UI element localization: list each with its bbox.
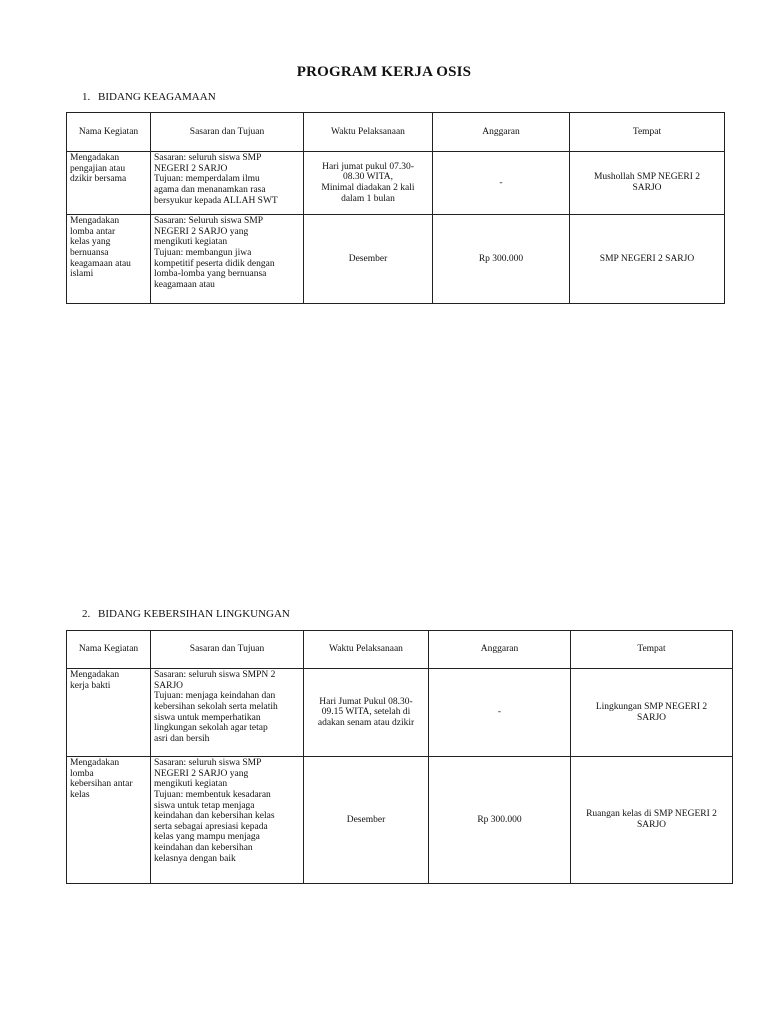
text-line: Sasaran: Seluruh siswa SMP: [154, 216, 263, 226]
cell-sasaran: [151, 152, 304, 215]
text-line: Desember: [348, 253, 388, 264]
text-line: bersyukur kepada ALLAH SWT: [154, 195, 278, 206]
text-line: Mengadakan: [70, 758, 120, 768]
table-header-row: [67, 631, 733, 669]
cell-tempat: [571, 757, 733, 884]
cell-anggaran: Rp 300.000: [429, 757, 571, 884]
text-line: Ruangan kelas di SMP NEGERI 2: [586, 809, 717, 820]
section-1-title: BIDANG KEAGAMAAN: [98, 91, 216, 103]
cell-waktu: [304, 215, 433, 304]
cell-anggaran: -: [433, 152, 570, 215]
text-line: agama dan menanamkan rasa: [154, 184, 266, 195]
text-line: lingkungan sekolah agar tetap: [154, 723, 268, 734]
text-line: Mengadakan: [70, 216, 120, 226]
text-line: SARJO: [636, 712, 667, 723]
cell-tempat: [571, 669, 733, 757]
section-1-table: [66, 112, 725, 304]
text-line: kelasnya dengan baik: [154, 853, 236, 864]
text-line: dalam 1 bulan: [341, 193, 395, 204]
text-line: NEGERI 2 SARJO: [154, 163, 228, 174]
text-line: kebersihan antar: [70, 779, 133, 790]
cell-sasaran: [151, 669, 304, 757]
section-1-heading: [82, 91, 216, 103]
cell-kegiatan: [67, 152, 151, 215]
text-line: lomba antar: [70, 226, 116, 237]
text-line: SARJO: [632, 183, 662, 193]
text-line: SMP NEGERI 2 SARJO: [599, 253, 695, 264]
text-line: mengikuti kegiatan: [154, 237, 228, 248]
table-row: [67, 757, 733, 884]
text-line: pengajian atau: [70, 163, 126, 174]
header-nama-kegiatan: Nama Kegiatan: [67, 113, 151, 152]
header-anggaran: Anggaran: [429, 631, 571, 669]
text-line: islami: [70, 269, 94, 280]
text-line: bernuansa: [70, 247, 109, 258]
text-line: Hari Jumat Pukul 08.30-: [319, 696, 413, 707]
text-line: Sasaran: seluruh siswa SMPN 2: [154, 670, 276, 680]
text-line: keagamaan atau: [70, 258, 131, 269]
text-line: Tujuan: memperdalam ilmu: [154, 174, 260, 185]
text-line: asri dan bersih: [154, 733, 210, 744]
cell-anggaran: -: [429, 669, 571, 757]
cell-waktu: [304, 152, 433, 215]
table-header-row: [67, 113, 725, 152]
text-line: SARJO: [154, 680, 184, 691]
text-line: NEGERI 2 SARJO yang: [154, 226, 249, 237]
text-line: kelas yang: [70, 237, 111, 248]
header-sasaran-tujuan: Sasaran dan Tujuan: [151, 631, 304, 669]
text-line: 08.30 WITA,: [343, 172, 393, 183]
text-line: SARJO: [636, 820, 667, 830]
header-waktu-pelaksanaan: Waktu Pelaksanaan: [304, 631, 429, 669]
section-2-title: BIDANG KEBERSIHAN LINGKUNGAN: [98, 608, 290, 620]
text-line: Mushollah SMP NEGERI 2: [593, 172, 700, 183]
cell-sasaran: [151, 757, 304, 884]
text-line: Mengadakan: [70, 670, 120, 680]
header-waktu-pelaksanaan: Waktu Pelaksanaan: [304, 113, 433, 152]
text-line: Sasaran: seluruh siswa SMP: [154, 758, 262, 768]
header-tempat: Tempat: [570, 113, 725, 152]
cell-kegiatan: [67, 757, 151, 884]
text-line: Tujuan: membangun jiwa: [154, 247, 252, 258]
cell-waktu: [304, 669, 429, 757]
text-line: lomba: [70, 768, 94, 779]
text-line: 09.15 WITA, setelah di: [321, 707, 411, 718]
header-anggaran: Anggaran: [433, 113, 570, 152]
cell-kegiatan: [67, 215, 151, 304]
header-sasaran-tujuan: Sasaran dan Tujuan: [151, 113, 304, 152]
cell-tempat: [570, 152, 725, 215]
text-line: siswa untuk tetap menjaga: [154, 800, 255, 811]
section-2-number: 2.: [82, 608, 91, 620]
cell-kegiatan: [67, 669, 151, 757]
cell-tempat: [570, 215, 725, 304]
section-2-heading: [82, 608, 290, 620]
text-line: Mengadakan: [70, 153, 120, 163]
text-line: Tujuan: menjaga keindahan dan: [154, 691, 276, 702]
header-tempat: Tempat: [571, 631, 733, 669]
text-line: Hari jumat pukul 07.30-: [322, 161, 414, 172]
table-row: [67, 152, 725, 215]
text-line: keindahan dan kebersihan kelas: [154, 811, 275, 822]
text-line: Tujuan: membentuk kesadaran: [154, 789, 271, 800]
table-row: [67, 215, 725, 304]
text-line: siswa untuk memperhatikan: [154, 712, 261, 723]
cell-sasaran: [151, 215, 304, 304]
text-line: Desember: [346, 814, 386, 825]
text-line: adakan senam atau dzikir: [317, 717, 415, 728]
text-line: lomba-lomba yang bernuansa: [154, 269, 267, 280]
text-line: mengikuti kegiatan: [154, 779, 228, 790]
text-line: keindahan dan kebersihan: [154, 843, 253, 853]
text-line: serta sebagai apresiasi kepada: [154, 821, 268, 832]
text-line: kompetitif peserta didik dengan: [154, 258, 275, 269]
text-line: kelas: [70, 789, 90, 800]
section-2-table: [66, 630, 733, 884]
header-nama-kegiatan: Nama Kegiatan: [67, 631, 151, 669]
text-line: kelas yang mampu menjaga: [154, 832, 260, 843]
cell-anggaran: Rp 300.000: [433, 215, 570, 304]
text-line: Sasaran: seluruh siswa SMP: [154, 153, 262, 163]
text-line: keagamaan atau: [154, 279, 215, 290]
text-line: kerja bakti: [70, 680, 111, 691]
text-line: NEGERI 2 SARJO yang: [154, 768, 249, 779]
table-row: [67, 669, 733, 757]
document-title: PROGRAM KERJA OSIS: [296, 64, 472, 80]
text-line: Minimal diadakan 2 kali: [321, 183, 415, 193]
text-line: dzikir bersama: [70, 174, 127, 185]
text-line: kebersihan sekolah serta melatih: [154, 701, 278, 712]
cell-waktu: [304, 757, 429, 884]
text-line: Lingkungan SMP NEGERI 2: [595, 701, 708, 712]
section-1-number: 1.: [82, 91, 91, 103]
